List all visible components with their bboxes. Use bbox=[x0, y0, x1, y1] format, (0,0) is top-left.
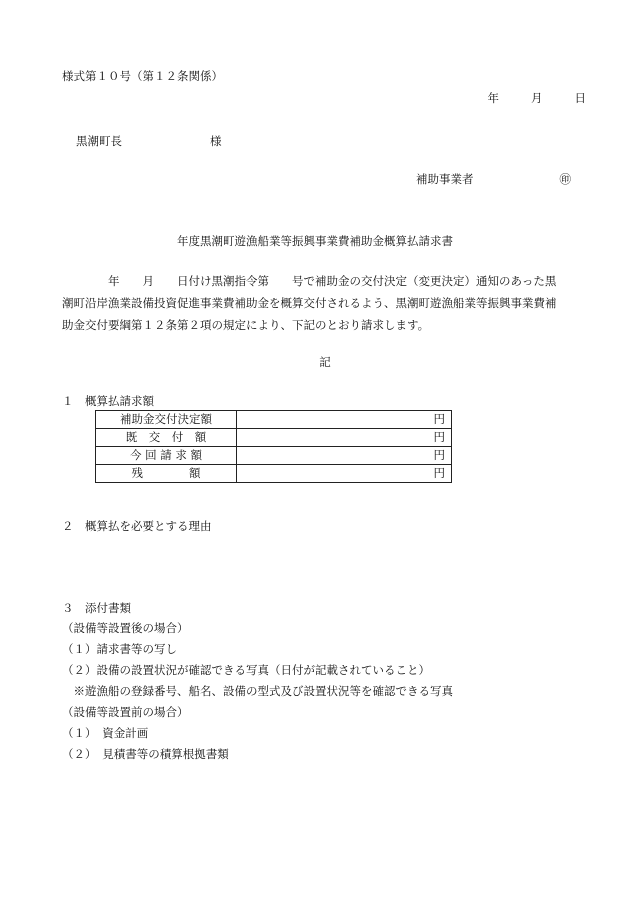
form-number: 様式第１０号（第１２条関係） bbox=[62, 69, 223, 83]
row-label: 今 回 請 求 額 bbox=[96, 447, 237, 465]
request-body bbox=[62, 270, 590, 336]
applicant bbox=[416, 171, 571, 187]
attachment-line: （設備等設置後の場合） bbox=[62, 621, 189, 635]
row-amount: 円 bbox=[237, 429, 452, 447]
table-row bbox=[96, 411, 452, 429]
table-row bbox=[96, 429, 452, 447]
row-label: 補助金交付決定額 bbox=[96, 411, 237, 429]
date-day: 日 bbox=[574, 91, 586, 105]
document-title: 年度黒潮町遊漁船業等振興事業費補助金概算払請求書 bbox=[177, 234, 453, 248]
table-row bbox=[96, 447, 452, 465]
row-amount: 円 bbox=[237, 447, 452, 465]
attachment-line: ※遊漁船の登録番号、船名、設備の型式及び設置状況等を確認できる写真 bbox=[62, 684, 453, 698]
seal-mark: ㊞ bbox=[559, 172, 571, 186]
row-label: 既 交 付 額 bbox=[96, 429, 237, 447]
date-year: 年 bbox=[487, 91, 499, 105]
date-line bbox=[488, 90, 587, 106]
row-label: 残 額 bbox=[96, 465, 237, 483]
body-line-2: 潮町沿岸漁業設備投資促進事業費補助金を概算交付されるよう、黒潮町遊漁船業等振興事業費補 bbox=[62, 296, 557, 310]
body-line-1: 年 月 日付け黒潮指令第 号で補助金の交付決定（変更決定）通知のあった黒 bbox=[62, 274, 557, 288]
attachment-line: （２） 見積書等の積算根拠書類 bbox=[62, 747, 229, 761]
attachment-line: （２）設備の設置状況が確認できる写真（日付が記載されていること） bbox=[62, 663, 430, 677]
addressee-honorific: 様 bbox=[210, 134, 222, 148]
addressee bbox=[76, 133, 222, 149]
amounts-table bbox=[95, 410, 452, 483]
row-amount: 円 bbox=[237, 465, 452, 483]
section-2-heading: ２ 概算払を必要とする理由 bbox=[62, 519, 212, 533]
body-line-3: 助金交付要綱第１２条第２項の規定により、下記のとおり請求します。 bbox=[62, 318, 430, 332]
applicant-label: 補助事業者 bbox=[416, 172, 474, 186]
ki-heading: 記 bbox=[319, 355, 331, 369]
section-3-heading: ３ 添付書類 bbox=[62, 601, 131, 615]
section-1-heading: １ 概算払請求額 bbox=[62, 394, 154, 408]
date-month: 月 bbox=[531, 91, 543, 105]
addressee-name: 黒潮町長 bbox=[76, 134, 122, 148]
table-row bbox=[96, 465, 452, 483]
attachment-line: （１）請求書等の写し bbox=[62, 642, 177, 656]
attachment-line: （設備等設置前の場合） bbox=[62, 705, 189, 719]
row-amount: 円 bbox=[237, 411, 452, 429]
attachment-line: （１） 資金計画 bbox=[62, 726, 149, 740]
